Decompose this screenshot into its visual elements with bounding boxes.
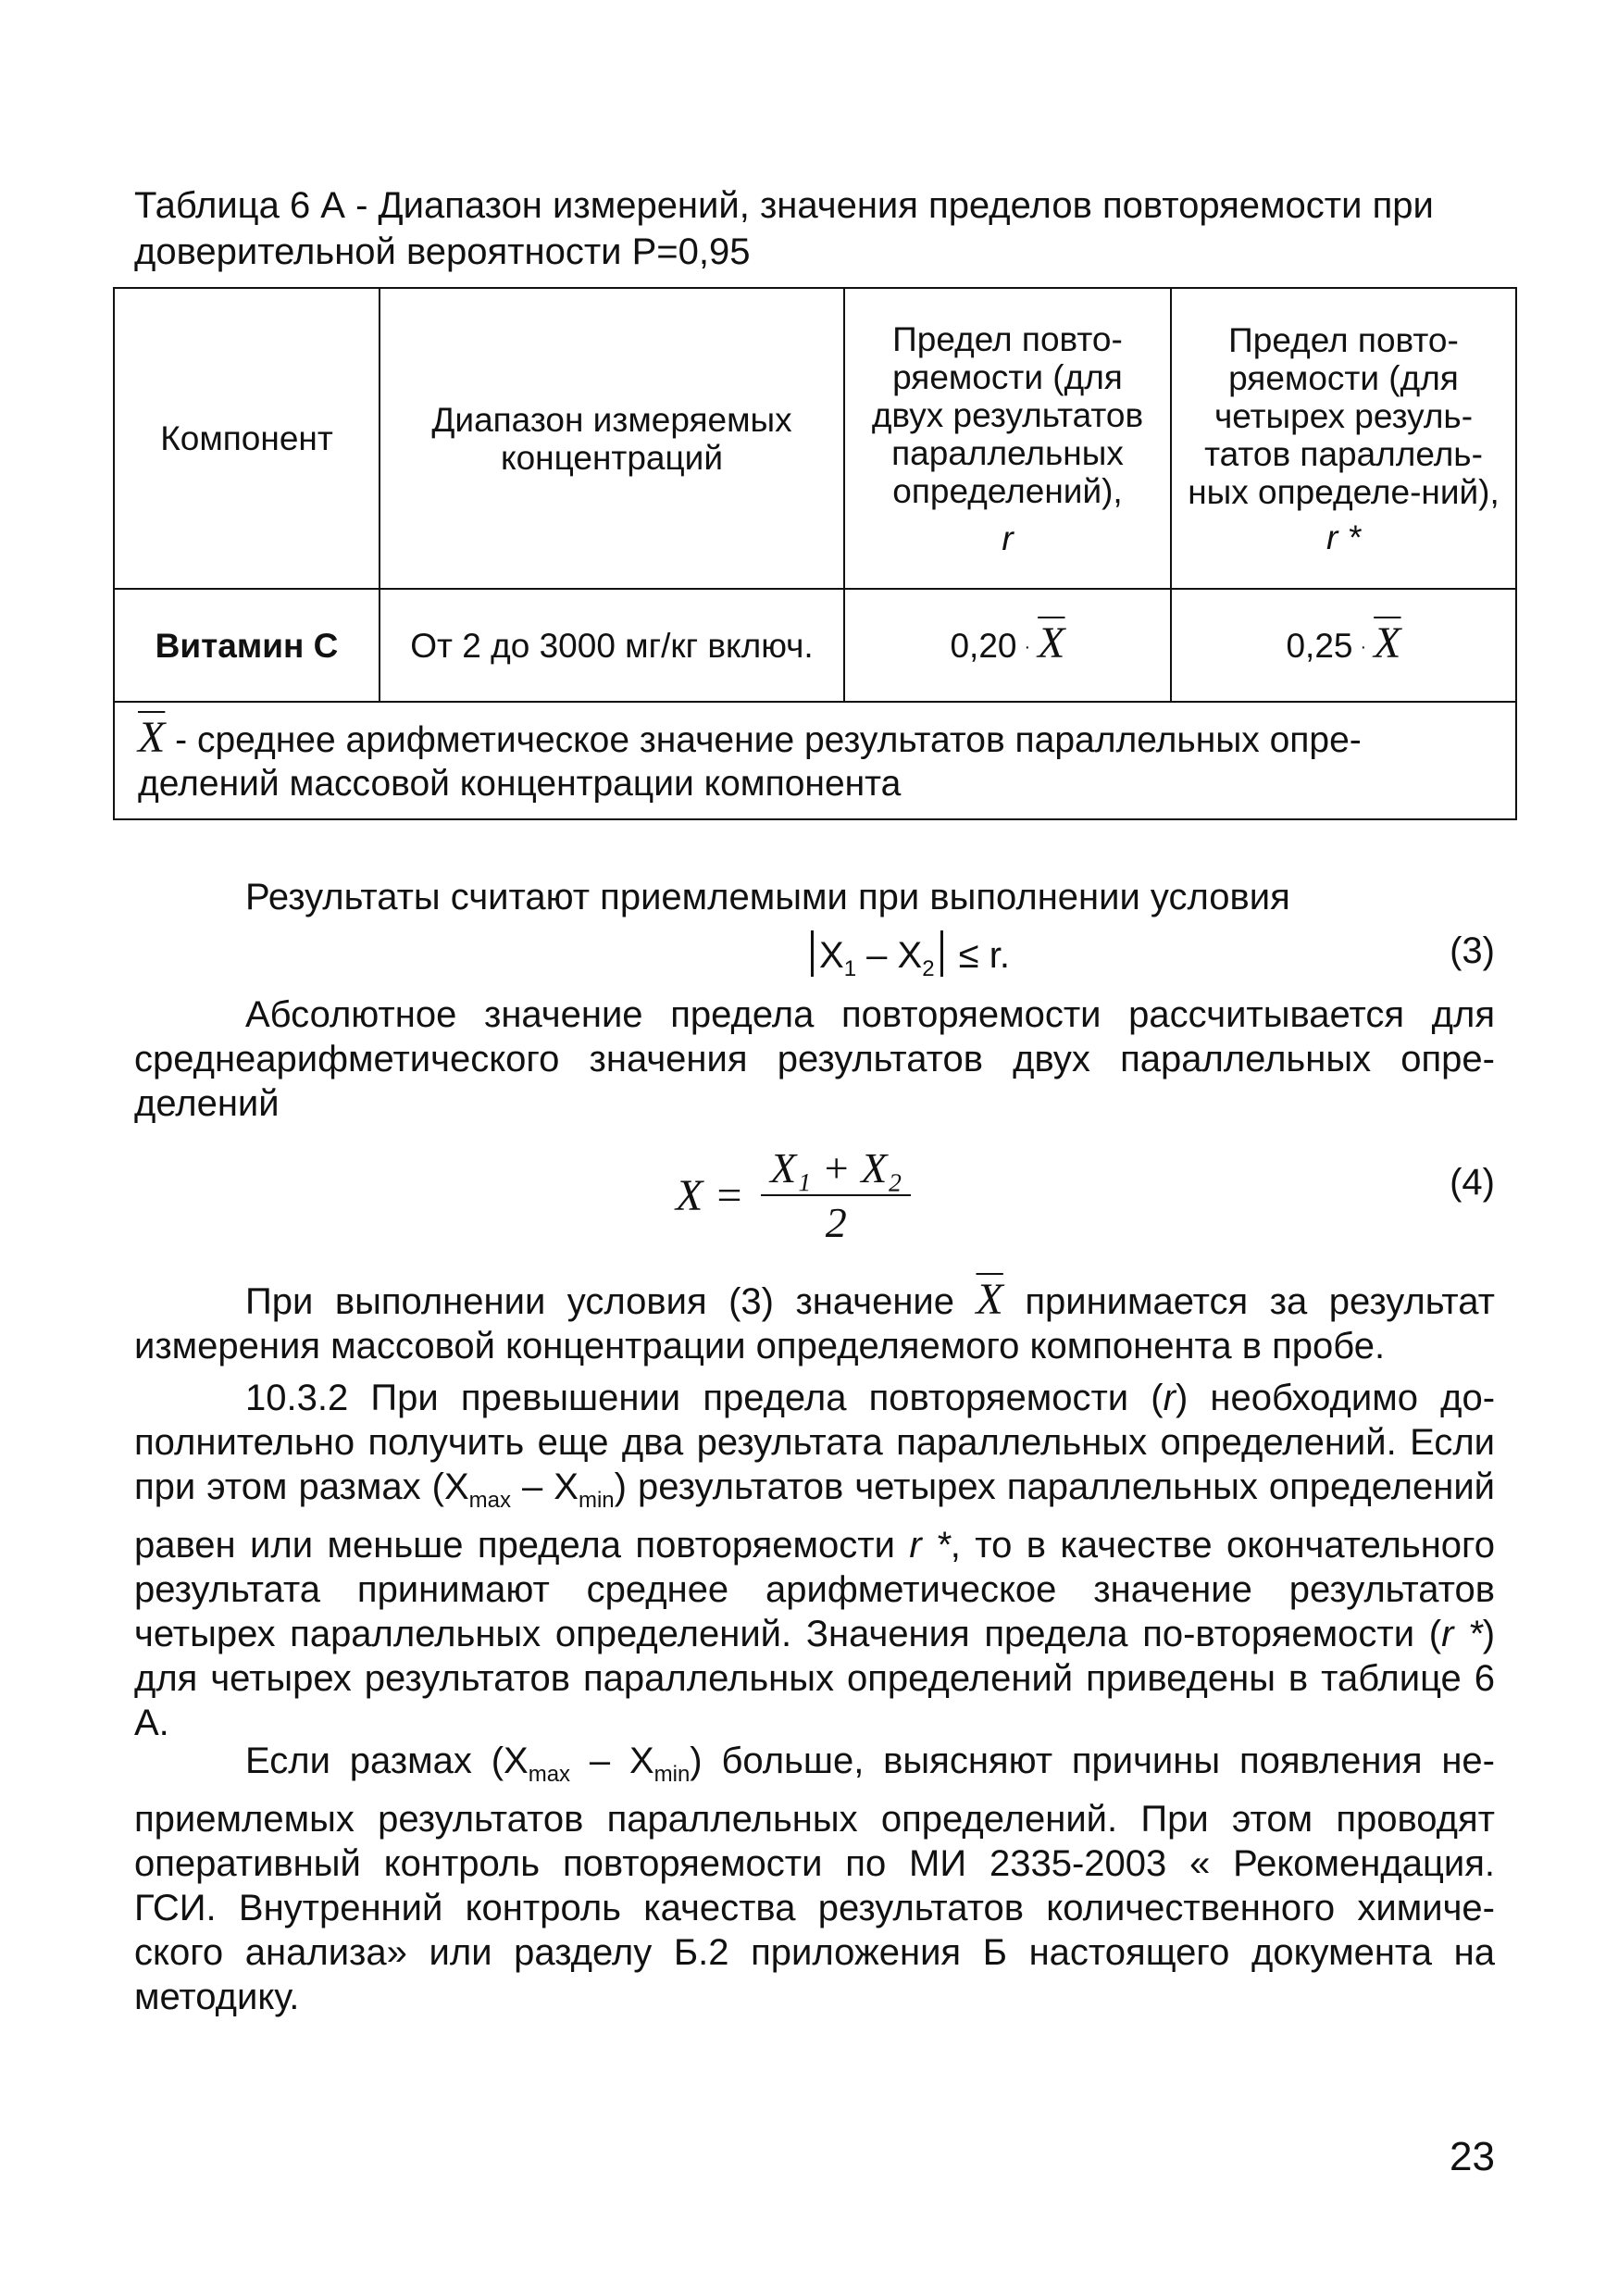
cell-r2-xbar: $\overline{X}$: [1038, 618, 1065, 668]
eq4-fraction: [761, 1143, 911, 1247]
p3-end: принимается за результат измерения массовой концентрации определяемого компонента в пробе.: [134, 1281, 1495, 1366]
eq3-rhs: ≤ r.: [958, 935, 1011, 976]
header-r2-text: Предел повто-ряемости (для двух результатов параллельных определений),: [871, 319, 1144, 510]
paragraph-result-acceptance: [134, 1275, 1495, 1368]
eq3-sub1: 1: [843, 956, 857, 981]
equation-3-body: [805, 930, 1010, 982]
table-note-row: [114, 702, 1516, 819]
equation-4-number: (4): [1450, 1162, 1495, 1203]
header-r2: [844, 288, 1171, 589]
p3-start: При выполнении условия (3) значение: [245, 1281, 955, 1322]
note-xbar: $\overline{X}$: [138, 713, 166, 762]
cell-component: Витамин С: [114, 589, 380, 702]
header-r4-text: Предел повто-ряемости (для четырех резуль-татов параллель-ных определе-ний),: [1188, 320, 1500, 511]
paragraph-absolute-value: Абсолютное значение предела повторяемости рассчитывается для среднеарифметического значения результатов двух параллельных опре-делений: [134, 994, 1495, 1124]
header-range: Диапазон измеряемых концентраций: [380, 288, 844, 589]
header-component: Компонент: [114, 288, 380, 589]
eq4-denominator: 2: [825, 1199, 847, 1246]
table-header-row: [114, 288, 1516, 589]
eq4-numerator: X₁ + X₂: [761, 1143, 911, 1196]
eq3-sub2: 2: [922, 956, 935, 981]
eq3-x1: X: [819, 935, 844, 976]
repeatability-table: [113, 287, 1517, 820]
header-r4: [1171, 288, 1516, 589]
eq3-x2: X: [897, 935, 923, 976]
eq4-lhs: X =: [676, 1170, 744, 1220]
cell-r4: $0,25 \cdot \overline{X}$: [1171, 589, 1516, 702]
paragraph-acceptance: Результаты считают приемлемыми при выполнении условия: [245, 877, 1290, 917]
equation-3-number: (3): [1450, 930, 1495, 971]
eq3-minus: –: [866, 935, 888, 976]
cell-r2: $0,20 \cdot \overline{X}$: [844, 589, 1171, 702]
cell-r4-coef: 0,25: [1286, 626, 1353, 665]
equation-3: [134, 930, 1495, 982]
table-note: [114, 702, 1516, 819]
cell-r4-xbar: $\overline{X}$: [1374, 618, 1401, 668]
p3-xbar: $\overline{X}$: [976, 1275, 1003, 1324]
header-r4-symbol: r *: [1326, 518, 1361, 556]
table-caption: Таблица 6 А - Диапазон измерений, значения пределов повторяемости при доверительной вероятности Р=0,95: [134, 185, 1434, 272]
table-row: [114, 589, 1516, 702]
cell-range: От 2 до 3000 мг/кг включ.: [380, 589, 844, 702]
paragraph-range-exceeded: Если размах $(X_{max} - X_{min})$ больше, выясняют причины появления не-приемлемых результатов параллельных определений. При этом проводят оперативный контроль повторяемости по МИ 2335-2003 « Рекомендация. ГСИ. Внутренний контроль качества результатов количественного химиче-ского анализа» или разделу Б.2 приложения Б настоящего документа на методику.: [134, 1741, 1495, 2017]
paragraph-10-3-2: 10.3.2 При превышении предела повторяемости (r) необходимо до-полнительно получить еще два результата параллельных определений. Если при этом размах $(X_{max} - X_{min})$ результатов четырех параллельных определений равен или меньше предела повторяемости r *, то в качестве окончательного результата принимают среднее арифметическое значение результатов четырех параллельных определений. Значения предела по-вторяемости (r *) для четырех результатов параллельных определений приведены в таблице 6 А.: [134, 1378, 1496, 1743]
equation-4: [134, 1143, 1495, 1264]
cell-r2-coef: 0,20: [950, 626, 1017, 665]
note-text: - среднее арифметическое значение результатов параллельных опре-делений массовой концентрации компонента: [138, 720, 1362, 804]
header-r2-symbol: r: [1002, 518, 1014, 557]
page-number: 23: [1450, 2134, 1495, 2179]
equation-4-body: [676, 1143, 911, 1247]
